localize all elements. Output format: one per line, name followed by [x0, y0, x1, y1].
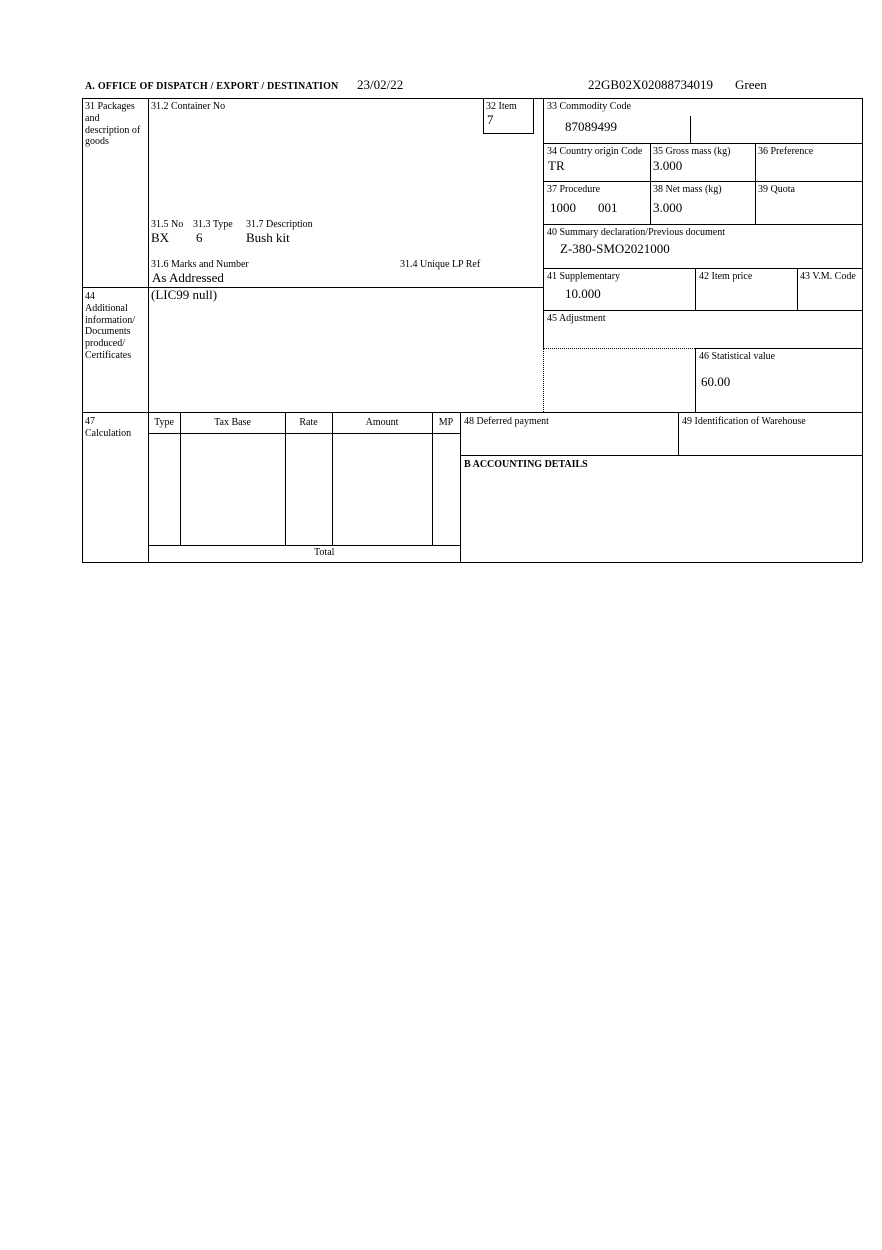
grid-line: [755, 143, 756, 224]
calc-total-label: Total: [314, 547, 335, 558]
box31-5-no-value: BX: [151, 230, 170, 245]
box31-6-marks-value: As Addressed: [152, 270, 224, 285]
grid-line: [483, 133, 534, 134]
grid-line: [82, 98, 83, 562]
box31-6-marks-label: 31.6 Marks and Number: [151, 259, 249, 270]
calc-header-tax-base: Tax Base: [214, 417, 251, 428]
box37-procedure-value-2: 001: [598, 200, 618, 215]
box31-7-description-label: 31.7 Description: [246, 219, 313, 230]
grid-line: [650, 143, 651, 224]
box35-gross-mass-value: 3.000: [653, 158, 683, 173]
box42-item-price-label: 42 Item price: [699, 271, 753, 282]
grid-line: [678, 412, 679, 455]
box39-quota-label: 39 Quota: [758, 184, 795, 195]
box48-deferred-payment-label: 48 Deferred payment: [464, 416, 549, 427]
grid-line: [543, 224, 862, 225]
grid-line: [695, 268, 696, 310]
calc-header-rate: Rate: [299, 417, 318, 428]
grid-line: [533, 98, 534, 133]
box34-country-origin-label: 34 Country origin Code: [547, 146, 643, 157]
box35-gross-mass-label: 35 Gross mass (kg): [653, 146, 731, 157]
grid-line: [695, 348, 696, 412]
box32-item-label: 32 Item: [486, 101, 517, 112]
box31-5-no-label: 31.5 No: [151, 219, 184, 230]
grid-line: [82, 562, 862, 563]
grid-line: [483, 98, 484, 133]
box44-additional-info-value: (LIC99 null): [151, 287, 218, 302]
grid-line: [543, 98, 544, 348]
grid-line: [543, 268, 862, 269]
office-of-dispatch-label: A. OFFICE OF DISPATCH / EXPORT / DESTINATION: [85, 81, 339, 92]
grid-line: [460, 412, 461, 562]
box37-procedure-label: 37 Procedure: [547, 184, 601, 195]
grid-line: [148, 98, 149, 562]
box33-commodity-code-value: 87089499: [565, 119, 617, 134]
grid-line: [82, 412, 862, 413]
box43-vm-code-label: 43 V.M. Code: [800, 271, 856, 282]
box33-commodity-code-label: 33 Commodity Code: [547, 101, 631, 112]
box31-4-unique-lp-ref-label: 31.4 Unique LP Ref: [400, 259, 481, 270]
box40-summary-declaration-label: 40 Summary declaration/Previous document: [547, 227, 726, 238]
grid-line: [543, 143, 862, 144]
routing-status: Green: [735, 77, 767, 92]
box31-2-container-no-label: 31.2 Container No: [151, 101, 226, 112]
grid-line: [148, 545, 460, 546]
grid-line: [695, 348, 862, 349]
declaration-date: 23/02/22: [357, 77, 404, 92]
grid-line-dotted: [543, 348, 544, 412]
grid-line: [148, 433, 460, 434]
calc-header-type: Type: [154, 417, 174, 428]
grid-line: [543, 310, 862, 311]
box40-summary-declaration-value: Z-380-SMO2021000: [560, 241, 670, 256]
grid-line: [543, 181, 862, 182]
grid-line: [690, 116, 691, 143]
box41-supplementary-label: 41 Supplementary: [547, 271, 621, 282]
box31-7-description-value: Bush kit: [246, 230, 290, 245]
box31-3-type-value: 6: [196, 230, 203, 245]
boxB-accounting-details-label: B ACCOUNTING DETAILS: [464, 459, 588, 470]
grid-line: [432, 412, 433, 545]
calc-header-mp: MP: [438, 417, 454, 428]
declaration-reference: 22GB02X02088734019: [588, 77, 713, 92]
grid-line: [180, 412, 181, 545]
box37-procedure-value-1: 1000: [550, 200, 576, 215]
box47-label: [85, 416, 137, 440]
box46-statistical-value-label: 46 Statistical value: [699, 351, 776, 362]
box36-preference-label: 36 Preference: [758, 146, 814, 157]
grid-line: [82, 98, 862, 99]
box47-label-number: 47: [85, 416, 95, 427]
grid-line-dotted: [543, 348, 695, 349]
grid-line: [862, 98, 863, 562]
grid-line: [797, 268, 798, 310]
grid-line: [460, 455, 862, 456]
box31-label: 31 Packages and description of goods: [85, 101, 141, 148]
box38-net-mass-value: 3.000: [653, 200, 683, 215]
grid-line: [285, 412, 286, 545]
calc-header-amount: Amount: [365, 417, 399, 428]
box38-net-mass-label: 38 Net mass (kg): [653, 184, 722, 195]
box41-supplementary-value: 10.000: [565, 286, 601, 301]
box46-statistical-value: 60.00: [701, 374, 731, 389]
box49-warehouse-label: 49 Identification of Warehouse: [682, 416, 806, 427]
box34-country-origin-value: TR: [548, 158, 565, 173]
box44-label-text: Additional information/ Documents produced/ Certificates: [85, 302, 135, 361]
box44-label-number: 44: [85, 291, 95, 302]
box32-item-value: 7: [487, 112, 494, 127]
box31-3-type-label: 31.3 Type: [193, 219, 233, 230]
box44-label: [85, 291, 145, 362]
box47-label-text: Calculation: [85, 427, 132, 439]
grid-line: [332, 412, 333, 545]
box45-adjustment-label: 45 Adjustment: [547, 313, 606, 324]
